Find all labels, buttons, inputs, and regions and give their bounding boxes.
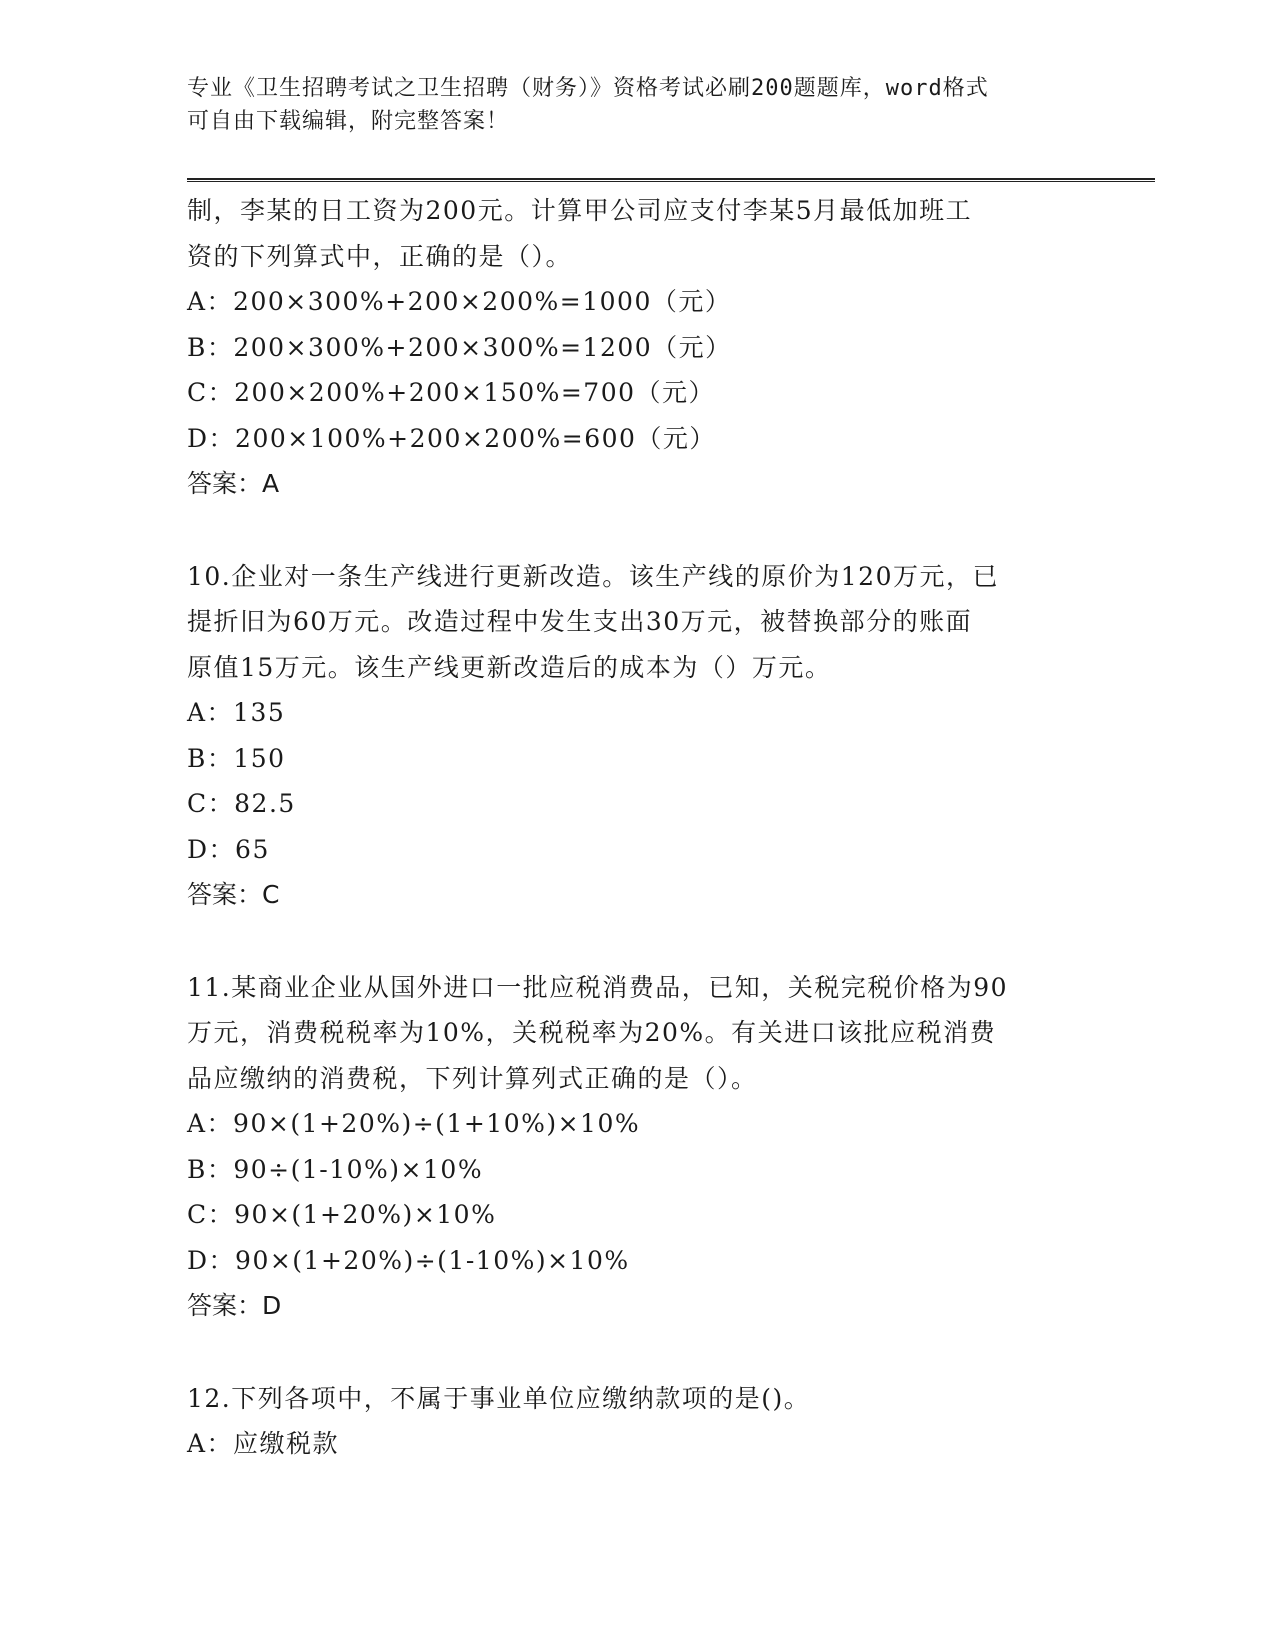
spacer [187,1329,1087,1376]
option-b: B：90÷(1-10%)×10% [187,1154,484,1184]
question-9 [187,188,1087,507]
document-header [187,72,1067,138]
question-12 [187,1376,1087,1467]
question-stem: 11.某商业企业从国外进口一批应税消费品，已知，关税完税价格为90 [187,972,1009,1002]
option-d: D：65 [187,834,270,864]
question-stem: 资的下列算式中，正确的是（）。 [187,241,573,271]
question-10 [187,554,1087,918]
spacer [187,507,1087,554]
option-a: A：135 [187,698,286,727]
question-stem: 提折旧为60万元。改造过程中发生支出30万元，被替换部分的账面 [187,607,973,636]
answer-label: 答案：D [187,1291,282,1320]
question-stem: 品应缴纳的消费税，下列计算列式正确的是（）。 [187,1063,758,1093]
option-a: A：90×(1+20%)÷(1+10%)×10% [187,1109,641,1138]
header-title-line-2: 可自由下载编辑，附完整答案！ [187,109,510,134]
option-a: A：200×300%+200×200%=1000（元） [187,287,732,316]
question-stem: 制，李某的日工资为200元。计算甲公司应支付李某5月最低加班工 [187,196,973,225]
option-b: B：200×300%+200×300%=1200（元） [187,332,732,362]
option-c: C：82.5 [187,789,296,818]
question-stem: 10.企业对一条生产线进行更新改造。该生产线的原价为120万元，已 [187,561,999,591]
header-title-line-1: 专业《卫生招聘考试之卫生招聘（财务）》资格考试必刷200题题库，word格式 [187,76,989,101]
option-d: D：90×(1+20%)÷(1-10%)×10% [187,1245,630,1275]
answer-label: 答案：C [187,880,280,909]
answer-label: 答案：A [187,469,280,498]
header-divider [187,178,1155,182]
question-stem: 12.下列各项中，不属于事业单位应缴纳款项的是()。 [187,1383,811,1413]
question-list [187,188,1087,1467]
option-b: B：150 [187,743,286,773]
option-a: A：应缴税款 [187,1429,340,1458]
question-stem: 原值15万元。该生产线更新改造后的成本为（）万元。 [187,652,832,682]
option-c: C：200×200%+200×150%=700（元） [187,378,716,407]
spacer [187,918,1087,965]
option-c: C：90×(1+20%)×10% [187,1200,497,1229]
question-stem: 万元，消费税税率为10%，关税税率为20%。有关进口该批应税消费 [187,1018,997,1047]
option-d: D：200×100%+200×200%=600（元） [187,423,716,453]
question-11 [187,965,1087,1329]
